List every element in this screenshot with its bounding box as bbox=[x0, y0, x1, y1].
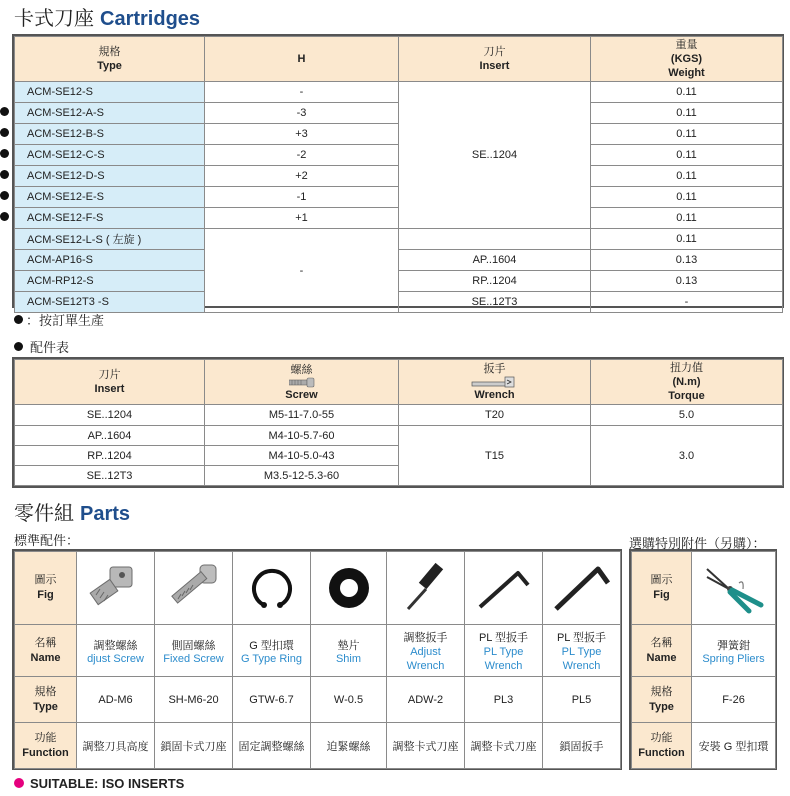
cartridges-title-zh: 卡式刀座 bbox=[14, 6, 94, 30]
cartridges-table bbox=[14, 36, 783, 313]
torque-merged-cell: 3.0 bbox=[591, 426, 783, 486]
part-name-cell: PL 型扳手 PL Type Wrench bbox=[543, 625, 621, 677]
function-row bbox=[15, 723, 621, 769]
col-h-header: H bbox=[205, 37, 399, 82]
cartridges-title bbox=[14, 2, 200, 31]
table-row bbox=[15, 229, 783, 250]
part-function-cell: 鎖固卡式刀座 bbox=[155, 723, 233, 769]
type-cell: ACM-SE12-F-S bbox=[15, 208, 205, 229]
suitable-bullet bbox=[14, 778, 24, 788]
type-row bbox=[15, 677, 621, 723]
fig-cell bbox=[692, 552, 776, 625]
acc-wrench-header: 扳手 Wrench bbox=[399, 360, 591, 405]
part-type-cell: PL5 bbox=[543, 677, 621, 723]
part-function-cell: 調整刀具高度 bbox=[77, 723, 155, 769]
h-cell: -2 bbox=[205, 145, 399, 166]
insert-cell: RP..1204 bbox=[15, 446, 205, 466]
fig-cell bbox=[311, 552, 387, 625]
part-name-cell: 調整螺絲 djust Screw bbox=[77, 625, 155, 677]
h-cell: - bbox=[205, 82, 399, 103]
name-label: 名稱 Name bbox=[15, 625, 77, 677]
part-type-cell: SH-M6-20 bbox=[155, 677, 233, 723]
order-bullet bbox=[0, 170, 9, 179]
order-bullet bbox=[0, 128, 9, 137]
h-cell: -3 bbox=[205, 103, 399, 124]
function-label: 功能 Function bbox=[632, 723, 692, 769]
screw-cell: M4-10-5.0-43 bbox=[205, 446, 399, 466]
part-name-cell: 側固螺絲 Fixed Screw bbox=[155, 625, 233, 677]
weight-cell: 0.13 bbox=[591, 250, 783, 271]
part-type-cell: ADW-2 bbox=[387, 677, 465, 723]
fig-cell bbox=[233, 552, 311, 625]
table-row bbox=[15, 271, 783, 292]
wrench-icon bbox=[471, 376, 519, 388]
fig-cell bbox=[387, 552, 465, 625]
screw-cell: M3.5-12-5.3-60 bbox=[205, 466, 399, 486]
type-cell: ACM-SE12-D-S bbox=[15, 166, 205, 187]
wrench-merged-cell: T15 bbox=[399, 426, 591, 486]
fig-cell bbox=[465, 552, 543, 625]
fig-cell bbox=[77, 552, 155, 625]
acc-insert-header: 刀片 Insert bbox=[15, 360, 205, 405]
order-bullet bbox=[0, 212, 9, 221]
accessories-title: 配件表 bbox=[30, 341, 70, 356]
function-row bbox=[632, 723, 776, 769]
parts-title-en: Parts bbox=[80, 503, 131, 525]
type-cell: ACM-SE12-C-S bbox=[15, 145, 205, 166]
optional-parts-table bbox=[631, 551, 776, 769]
type-label: 規格 Type bbox=[15, 677, 77, 723]
cartridges-title-en: Cartridges bbox=[100, 8, 201, 30]
insert-cell: RP..1204 bbox=[399, 271, 591, 292]
suitable-note: SUITABLE: ISO INSERTS bbox=[30, 776, 185, 791]
weight-cell: 0.11 bbox=[591, 187, 783, 208]
adjust-screw-icon bbox=[86, 559, 146, 617]
acc-torque-header: 扭力值 (N.m) Torque bbox=[591, 360, 783, 405]
table-row bbox=[15, 292, 783, 313]
insert-cell: SE..12T3 bbox=[399, 292, 591, 313]
part-type-cell: AD-M6 bbox=[77, 677, 155, 723]
standard-parts-label: 標準配件： bbox=[14, 534, 80, 549]
pl-wrench-large-icon bbox=[552, 559, 612, 617]
optional-parts-label: 選購特別附件（另購）： bbox=[629, 537, 766, 552]
part-type-cell: F-26 bbox=[692, 677, 776, 723]
weight-cell: 0.11 bbox=[591, 124, 783, 145]
parts-title-zh: 零件組 bbox=[14, 501, 74, 525]
insert-cell: AP..1604 bbox=[15, 426, 205, 446]
type-cell: ACM-SE12-B-S bbox=[15, 124, 205, 145]
part-name-cell: 墊片 Shim bbox=[311, 625, 387, 677]
type-cell: ACM-SE12T3 -S bbox=[15, 292, 205, 313]
fixed-screw-icon bbox=[164, 559, 224, 617]
g-type-ring-icon bbox=[242, 559, 302, 617]
name-label: 名稱 Name bbox=[632, 625, 692, 677]
h-merged-cell: - bbox=[205, 229, 399, 313]
part-function-cell: 固定調整螺絲 bbox=[233, 723, 311, 769]
weight-cell: 0.11 bbox=[591, 208, 783, 229]
part-name-cell: 彈簧鉗 Spring Pliers bbox=[692, 625, 776, 677]
table-row bbox=[15, 426, 783, 446]
h-cell: -1 bbox=[205, 187, 399, 208]
h-cell: +1 bbox=[205, 208, 399, 229]
type-cell: ACM-RP12-S bbox=[15, 271, 205, 292]
part-type-cell: GTW-6.7 bbox=[233, 677, 311, 723]
weight-cell: 0.11 bbox=[591, 145, 783, 166]
fig-label: 圖示 Fig bbox=[632, 552, 692, 625]
adjust-wrench-icon bbox=[396, 559, 456, 617]
screw-cell: M5-11-7.0-55 bbox=[205, 405, 399, 426]
spring-pliers-icon bbox=[699, 559, 769, 617]
weight-cell: 0.11 bbox=[591, 166, 783, 187]
shim-icon bbox=[319, 559, 379, 617]
insert-cell: AP..1604 bbox=[399, 250, 591, 271]
part-type-cell: W-0.5 bbox=[311, 677, 387, 723]
order-bullet bbox=[0, 107, 9, 116]
table-row bbox=[15, 250, 783, 271]
insert-empty-cell bbox=[399, 229, 591, 250]
wrench-cell: T20 bbox=[399, 405, 591, 426]
fig-row bbox=[632, 552, 776, 625]
h-cell: +2 bbox=[205, 166, 399, 187]
fig-row bbox=[15, 552, 621, 625]
order-note: ：按訂單生產 bbox=[26, 314, 105, 329]
name-row bbox=[632, 625, 776, 677]
part-type-cell: PL3 bbox=[465, 677, 543, 723]
accessories-bullet bbox=[14, 342, 23, 351]
col-insert-header: 刀片 Insert bbox=[399, 37, 591, 82]
part-function-cell: 安裝 G 型扣環 bbox=[692, 723, 776, 769]
type-cell: ACM-AP16-S bbox=[15, 250, 205, 271]
type-cell: ACM-SE12-A-S bbox=[15, 103, 205, 124]
cartridges-header-row bbox=[15, 37, 783, 82]
order-note-bullet bbox=[14, 315, 23, 324]
screw-cell: M4-10-5.7-60 bbox=[205, 426, 399, 446]
type-cell: ACM-SE12-E-S bbox=[15, 187, 205, 208]
weight-cell: 0.11 bbox=[591, 103, 783, 124]
pl-wrench-small-icon bbox=[474, 559, 534, 617]
torque-cell: 5.0 bbox=[591, 405, 783, 426]
col-type-header: 規格 Type bbox=[15, 37, 205, 82]
name-row bbox=[15, 625, 621, 677]
accessories-header-row bbox=[15, 360, 783, 405]
type-row bbox=[632, 677, 776, 723]
weight-cell: 0.11 bbox=[591, 229, 783, 250]
order-bullet bbox=[0, 191, 9, 200]
type-cell: ACM-SE12-L-S ( 左旋 ) bbox=[15, 229, 205, 250]
acc-screw-header: 螺絲 Screw bbox=[205, 360, 399, 405]
part-function-cell: 調整卡式刀座 bbox=[387, 723, 465, 769]
insert-cell: SE..12T3 bbox=[15, 466, 205, 486]
part-name-cell: G 型扣環 G Type Ring bbox=[233, 625, 311, 677]
insert-merged-cell: SE..1204 bbox=[399, 82, 591, 229]
part-function-cell: 迫緊螺絲 bbox=[311, 723, 387, 769]
weight-cell: - bbox=[591, 292, 783, 313]
parts-title bbox=[14, 497, 130, 526]
h-cell: +3 bbox=[205, 124, 399, 145]
function-label: 功能 Function bbox=[15, 723, 77, 769]
screw-icon bbox=[289, 377, 315, 388]
col-weight-header: 重量 (KGS) Weight bbox=[591, 37, 783, 82]
weight-cell: 0.11 bbox=[591, 82, 783, 103]
part-function-cell: 調整卡式刀座 bbox=[465, 723, 543, 769]
order-bullet bbox=[0, 149, 9, 158]
standard-parts-table bbox=[14, 551, 621, 769]
part-name-cell: 調整扳手 Adjust Wrench bbox=[387, 625, 465, 677]
table-row bbox=[15, 405, 783, 426]
fig-label: 圖示 Fig bbox=[15, 552, 77, 625]
weight-cell: 0.13 bbox=[591, 271, 783, 292]
insert-cell: SE..1204 bbox=[15, 405, 205, 426]
accessories-table bbox=[14, 359, 783, 486]
type-label: 規格 Type bbox=[632, 677, 692, 723]
fig-cell bbox=[543, 552, 621, 625]
part-function-cell: 鎖固扳手 bbox=[543, 723, 621, 769]
part-name-cell: PL 型扳手 PL Type Wrench bbox=[465, 625, 543, 677]
type-cell: ACM-SE12-S bbox=[15, 82, 205, 103]
table-row bbox=[15, 82, 783, 103]
fig-cell bbox=[155, 552, 233, 625]
